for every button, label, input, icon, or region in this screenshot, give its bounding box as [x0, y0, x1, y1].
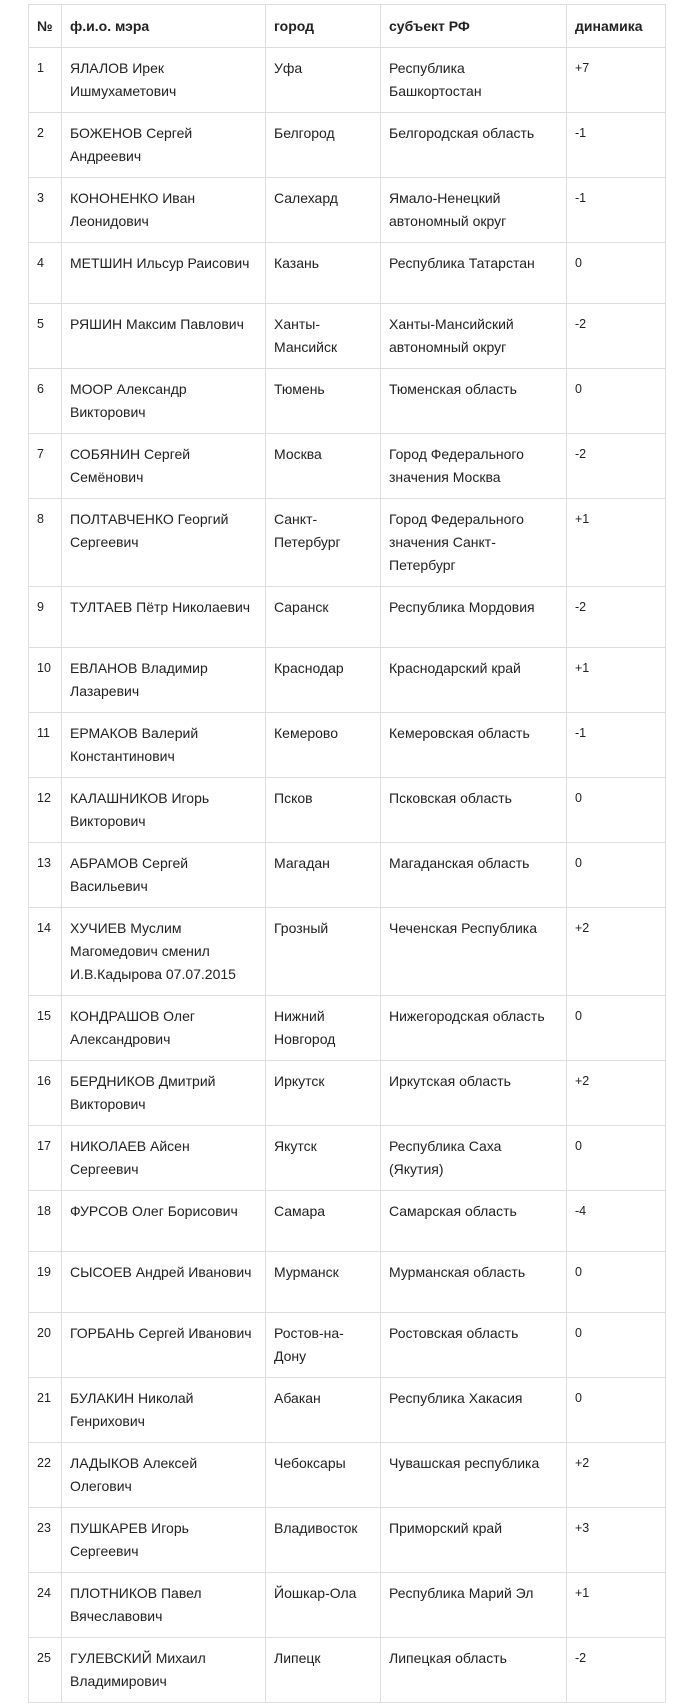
cell-mayor-name: ЕРМАКОВ Валерий Константинович — [62, 713, 266, 778]
cell-mayor-name: БЕРДНИКОВ Дмитрий Викторович — [62, 1061, 266, 1126]
table-row — [29, 843, 666, 908]
cell-city: Тюмень — [266, 369, 381, 434]
table-row — [29, 1443, 666, 1508]
cell-mayor-name: КОНДРАШОВ Олег Александрович — [62, 996, 266, 1061]
cell-subject: Магаданская область — [381, 843, 567, 908]
cell-subject: Кемеровская область — [381, 713, 567, 778]
cell-city: Липецк — [266, 1638, 381, 1703]
cell-dynamics: 0 — [567, 996, 666, 1061]
table-row — [29, 1638, 666, 1703]
cell-dynamics: -2 — [567, 587, 666, 648]
table-row — [29, 499, 666, 587]
cell-subject: Тюменская область — [381, 369, 567, 434]
cell-city: Самара — [266, 1191, 381, 1252]
cell-dynamics: 0 — [567, 1126, 666, 1191]
cell-city: Мурманск — [266, 1252, 381, 1313]
table-row — [29, 304, 666, 369]
cell-dynamics: -2 — [567, 1638, 666, 1703]
cell-dynamics: -4 — [567, 1191, 666, 1252]
cell-city: Белгород — [266, 113, 381, 178]
cell-subject: Чувашская республика — [381, 1443, 567, 1508]
cell-city: Саранск — [266, 587, 381, 648]
cell-mayor-name: ЛАДЫКОВ Алексей Олегович — [62, 1443, 266, 1508]
cell-dynamics: +2 — [567, 908, 666, 996]
cell-dynamics: +7 — [567, 48, 666, 113]
cell-subject: Приморский край — [381, 1508, 567, 1573]
table-row — [29, 1508, 666, 1573]
cell-city: Москва — [266, 434, 381, 499]
cell-num: 9 — [29, 587, 62, 648]
cell-num: 24 — [29, 1573, 62, 1638]
cell-num: 12 — [29, 778, 62, 843]
cell-mayor-name: КОНОНЕНКО Иван Леонидович — [62, 178, 266, 243]
cell-city: Йошкар-Ола — [266, 1573, 381, 1638]
cell-mayor-name: АБРАМОВ Сергей Васильевич — [62, 843, 266, 908]
header-dynamics: динамика — [567, 5, 666, 48]
cell-subject: Краснодарский край — [381, 648, 567, 713]
table-row — [29, 1191, 666, 1252]
header-subject: субъект РФ — [381, 5, 567, 48]
cell-num: 16 — [29, 1061, 62, 1126]
cell-subject: Республика Марий Эл — [381, 1573, 567, 1638]
cell-subject: Республика Мордовия — [381, 587, 567, 648]
cell-dynamics: -2 — [567, 304, 666, 369]
cell-mayor-name: ГУЛЕВСКИЙ Михаил Владимирович — [62, 1638, 266, 1703]
cell-subject: Ямало-Ненецкий автономный округ — [381, 178, 567, 243]
cell-subject: Белгородская область — [381, 113, 567, 178]
cell-num: 18 — [29, 1191, 62, 1252]
cell-num: 4 — [29, 243, 62, 304]
mayors-ranking-table — [28, 4, 666, 1703]
table-row — [29, 908, 666, 996]
header-city: город — [266, 5, 381, 48]
cell-dynamics: 0 — [567, 778, 666, 843]
cell-mayor-name: ЯЛАЛОВ Ирек Ишмухаметович — [62, 48, 266, 113]
cell-mayor-name: БУЛАКИН Николай Генрихович — [62, 1378, 266, 1443]
cell-dynamics: 0 — [567, 1252, 666, 1313]
cell-mayor-name: РЯШИН Максим Павлович — [62, 304, 266, 369]
cell-dynamics: 0 — [567, 843, 666, 908]
cell-num: 10 — [29, 648, 62, 713]
cell-num: 2 — [29, 113, 62, 178]
cell-mayor-name: СЫСОЕВ Андрей Иванович — [62, 1252, 266, 1313]
cell-mayor-name: ГОРБАНЬ Сергей Иванович — [62, 1313, 266, 1378]
cell-subject: Республика Татарстан — [381, 243, 567, 304]
cell-dynamics: -1 — [567, 713, 666, 778]
cell-city: Владивосток — [266, 1508, 381, 1573]
table-row — [29, 1126, 666, 1191]
cell-num: 17 — [29, 1126, 62, 1191]
cell-mayor-name: СОБЯНИН Сергей Семёнович — [62, 434, 266, 499]
cell-city: Казань — [266, 243, 381, 304]
cell-dynamics: -1 — [567, 178, 666, 243]
table-row — [29, 243, 666, 304]
cell-city: Краснодар — [266, 648, 381, 713]
cell-subject: Иркутская область — [381, 1061, 567, 1126]
cell-subject: Республика Саха (Якутия) — [381, 1126, 567, 1191]
table-row — [29, 1573, 666, 1638]
cell-num: 13 — [29, 843, 62, 908]
cell-dynamics: 0 — [567, 1378, 666, 1443]
cell-mayor-name: ФУРСОВ Олег Борисович — [62, 1191, 266, 1252]
cell-mayor-name: ПУШКАРЕВ Игорь Сергеевич — [62, 1508, 266, 1573]
cell-mayor-name: КАЛАШНИКОВ Игорь Викторович — [62, 778, 266, 843]
cell-num: 5 — [29, 304, 62, 369]
cell-num: 21 — [29, 1378, 62, 1443]
table-header — [29, 5, 666, 48]
cell-dynamics: +1 — [567, 648, 666, 713]
cell-subject: Псковская область — [381, 778, 567, 843]
cell-city: Нижний Новгород — [266, 996, 381, 1061]
cell-subject: Город Федерального значения Санкт-Петербург — [381, 499, 567, 587]
cell-num: 19 — [29, 1252, 62, 1313]
table-row — [29, 587, 666, 648]
cell-subject: Республика Хакасия — [381, 1378, 567, 1443]
cell-num: 22 — [29, 1443, 62, 1508]
cell-num: 6 — [29, 369, 62, 434]
cell-num: 3 — [29, 178, 62, 243]
cell-subject: Самарская область — [381, 1191, 567, 1252]
table-row — [29, 1313, 666, 1378]
cell-num: 7 — [29, 434, 62, 499]
cell-dynamics: +2 — [567, 1443, 666, 1508]
cell-num: 15 — [29, 996, 62, 1061]
cell-num: 23 — [29, 1508, 62, 1573]
table-row — [29, 48, 666, 113]
cell-city: Чебоксары — [266, 1443, 381, 1508]
cell-city: Ханты-Мансийск — [266, 304, 381, 369]
table-body — [29, 48, 666, 1703]
table-row — [29, 648, 666, 713]
cell-mayor-name: ХУЧИЕВ Муслим Магомедович сменил И.В.Кадырова 07.07.2015 — [62, 908, 266, 996]
cell-city: Уфа — [266, 48, 381, 113]
cell-num: 1 — [29, 48, 62, 113]
cell-dynamics: -1 — [567, 113, 666, 178]
table-row — [29, 434, 666, 499]
cell-city: Ростов-на-Дону — [266, 1313, 381, 1378]
header-row — [29, 5, 666, 48]
cell-dynamics: 0 — [567, 369, 666, 434]
cell-num: 25 — [29, 1638, 62, 1703]
cell-city: Магадан — [266, 843, 381, 908]
cell-dynamics: +2 — [567, 1061, 666, 1126]
cell-subject: Липецкая область — [381, 1638, 567, 1703]
cell-city: Абакан — [266, 1378, 381, 1443]
table-row — [29, 713, 666, 778]
cell-num: 8 — [29, 499, 62, 587]
cell-subject: Республика Башкортостан — [381, 48, 567, 113]
cell-subject: Ханты-Мансийский автономный округ — [381, 304, 567, 369]
cell-city: Иркутск — [266, 1061, 381, 1126]
cell-dynamics: 0 — [567, 1313, 666, 1378]
table-row — [29, 369, 666, 434]
table-row — [29, 778, 666, 843]
cell-dynamics: +3 — [567, 1508, 666, 1573]
cell-city: Салехард — [266, 178, 381, 243]
cell-city: Грозный — [266, 908, 381, 996]
header-fio: ф.и.о. мэра — [62, 5, 266, 48]
cell-mayor-name: ПОЛТАВЧЕНКО Георгий Сергеевич — [62, 499, 266, 587]
table-row — [29, 1378, 666, 1443]
table-row — [29, 1061, 666, 1126]
cell-dynamics: -2 — [567, 434, 666, 499]
cell-dynamics: +1 — [567, 499, 666, 587]
cell-city: Псков — [266, 778, 381, 843]
cell-mayor-name: НИКОЛАЕВ Айсен Сергеевич — [62, 1126, 266, 1191]
cell-num: 20 — [29, 1313, 62, 1378]
cell-subject: Мурманская область — [381, 1252, 567, 1313]
cell-mayor-name: ЕВЛАНОВ Владимир Лазаревич — [62, 648, 266, 713]
cell-city: Якутск — [266, 1126, 381, 1191]
cell-mayor-name: ТУЛТАЕВ Пётр Николаевич — [62, 587, 266, 648]
cell-num: 14 — [29, 908, 62, 996]
cell-subject: Чеченская Республика — [381, 908, 567, 996]
cell-num: 11 — [29, 713, 62, 778]
cell-subject: Ростовская область — [381, 1313, 567, 1378]
cell-mayor-name: БОЖЕНОВ Сергей Андреевич — [62, 113, 266, 178]
cell-city: Санкт-Петербург — [266, 499, 381, 587]
cell-subject: Нижегородская область — [381, 996, 567, 1061]
cell-mayor-name: ПЛОТНИКОВ Павел Вячеславович — [62, 1573, 266, 1638]
cell-city: Кемерово — [266, 713, 381, 778]
cell-subject: Город Федерального значения Москва — [381, 434, 567, 499]
header-num: № — [29, 5, 62, 48]
table-row — [29, 996, 666, 1061]
table-row — [29, 1252, 666, 1313]
table-row — [29, 178, 666, 243]
cell-dynamics: 0 — [567, 243, 666, 304]
cell-mayor-name: МЕТШИН Ильсур Раисович — [62, 243, 266, 304]
table-row — [29, 113, 666, 178]
cell-mayor-name: МООР Александр Викторович — [62, 369, 266, 434]
cell-dynamics: +1 — [567, 1573, 666, 1638]
